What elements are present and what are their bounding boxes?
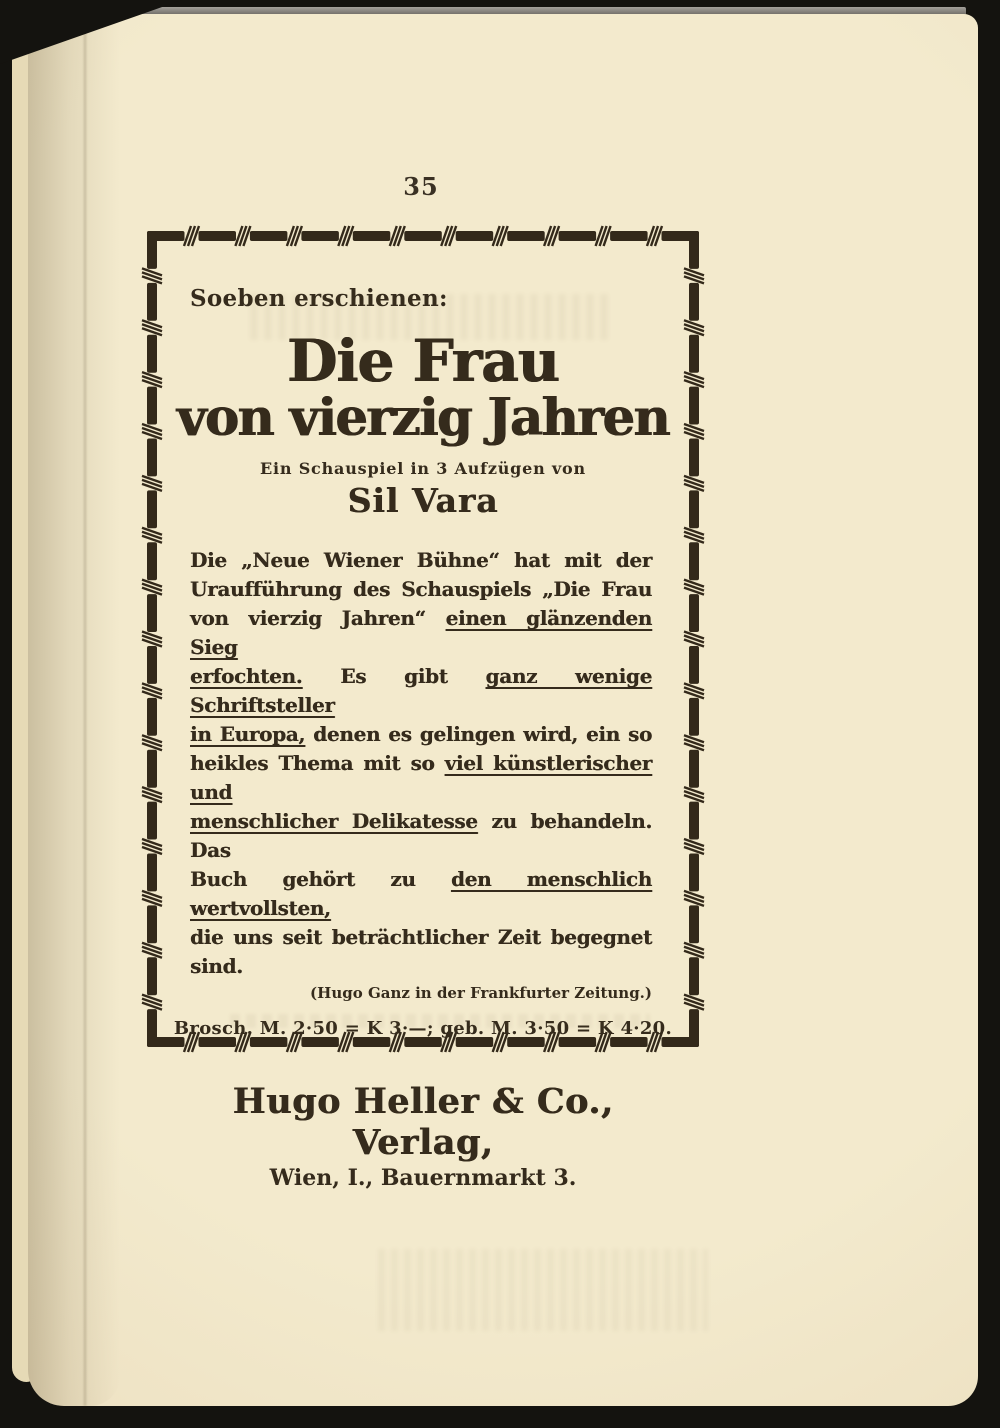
review-line — [190, 865, 652, 923]
review-text: denen es gelingen wird, ein so — [313, 722, 652, 747]
review-underlined-text: in Europa, — [190, 722, 306, 747]
publisher-address: Wien, I., Bauernmarkt 3. — [269, 1165, 577, 1192]
review-line — [190, 575, 652, 604]
page-gutter-shadow — [28, 14, 120, 1406]
review-line — [190, 546, 652, 575]
review-text: von vierzig Jahren“ — [190, 606, 426, 631]
review-text: Buch gehört zu — [190, 867, 416, 892]
publisher-name: Hugo Heller & Co., Verlag, — [232, 1081, 614, 1164]
review-attribution: (Hugo Ganz in der Frankfurter Zeitung.) — [310, 984, 652, 1003]
review-underlined-text: menschlicher Delikatesse — [190, 809, 478, 834]
review-underlined-text: erfochten. — [190, 664, 303, 689]
book-title-line2: von vierzig Jahren — [176, 388, 670, 449]
review-line — [190, 662, 652, 720]
subtitle: Ein Schauspiel in 3 Aufzügen von — [260, 459, 586, 479]
review-line — [190, 720, 652, 749]
author-name: Sil Vara — [347, 481, 499, 521]
advertisement — [130, 214, 714, 1192]
review-line — [190, 807, 652, 865]
book-title-line1: Die Frau — [287, 327, 559, 395]
review-line — [190, 604, 652, 662]
review-underlined-text: den menschlich wertvollsten, — [190, 867, 652, 921]
review-underlined-text: einen glänzenden Sieg — [190, 606, 652, 660]
review-paragraph — [190, 546, 652, 981]
page-number: 35 — [403, 172, 439, 201]
review-underlined-text: ganz wenige Schriftsteller — [190, 664, 652, 718]
review-text: Es gibt — [340, 664, 448, 689]
review-line — [190, 923, 652, 981]
kicker-text: Soeben erschienen: — [190, 285, 448, 312]
book-page — [28, 14, 978, 1406]
review-text: die uns seit beträchtlicher Zeit begegnet sind. — [190, 925, 652, 979]
review-text: heikles Thema mit so — [190, 751, 435, 776]
review-underlined-text: viel künstlerischer und — [190, 751, 652, 805]
review-text: Die „Neue Wiener Bühne“ hat mit der — [190, 548, 652, 573]
price-line: Brosch. M. 2·50 = K 3·—; geb. M. 3·50 = K 4·20. — [173, 1018, 673, 1040]
advertisement-content — [157, 241, 689, 1192]
ink-bleed-ghost — [378, 1249, 708, 1331]
review-text: Uraufführung des Schauspiels „Die Frau — [190, 577, 652, 602]
review-text: zu behandeln. Das — [190, 809, 652, 863]
review-line — [190, 749, 652, 807]
